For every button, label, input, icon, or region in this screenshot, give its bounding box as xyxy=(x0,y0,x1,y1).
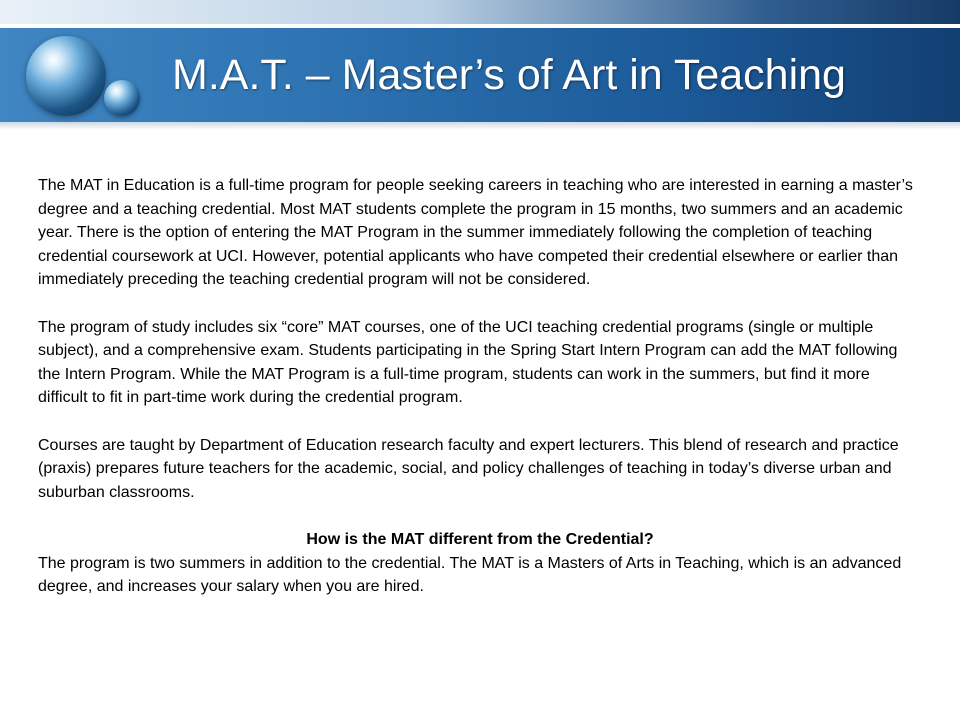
large-globe-icon xyxy=(26,36,106,116)
difference-answer: The program is two summers in addition to the credential. The MAT is a Masters of Arts in Teaching, which is an advanced degree, and increases your salary when you are hired. xyxy=(38,554,902,596)
small-globe-icon xyxy=(104,80,140,116)
slide-body xyxy=(38,174,922,599)
paragraph-gap xyxy=(38,410,922,434)
banner-shadow xyxy=(0,122,960,130)
intro-paragraph: The MAT in Education is a full-time program for people seeking careers in teaching who are interested in earning a master’s degree and a teaching credential. Most MAT students complete the program in 15 months, two summers and an academic year. There is the option of entering the MAT Program in the summer immediately following the completion of teaching credential coursework at UCI. However, potential applicants who have competed their credential elsewhere or earlier than immediately preceding the teaching credential program will not be considered. xyxy=(38,177,913,289)
paragraph-gap xyxy=(38,292,922,316)
paragraph-gap xyxy=(38,504,922,528)
top-decorative-band xyxy=(0,0,960,24)
program-of-study-paragraph: The program of study includes six “core” MAT courses, one of the UCI teaching credential programs (single or multiple subject), and a comprehensive exam. Students participating in the Spring Start Intern Program can add the MAT following the Intern Program. While the MAT Program is a full-time program, students can work in the summers, but find it more difficult to fit in part-time work during the credential program. xyxy=(38,318,898,407)
courses-paragraph: Courses are taught by Department of Education research faculty and expert lecturers. This blend of research and practice (praxis) prepares future teachers for the academic, social, and policy challenges of teaching in today’s diverse urban and suburban classrooms. xyxy=(38,436,899,501)
slide-title: M.A.T. – Master’s of Art in Teaching xyxy=(172,51,846,99)
difference-subheading: How is the MAT different from the Credential? xyxy=(306,530,654,548)
